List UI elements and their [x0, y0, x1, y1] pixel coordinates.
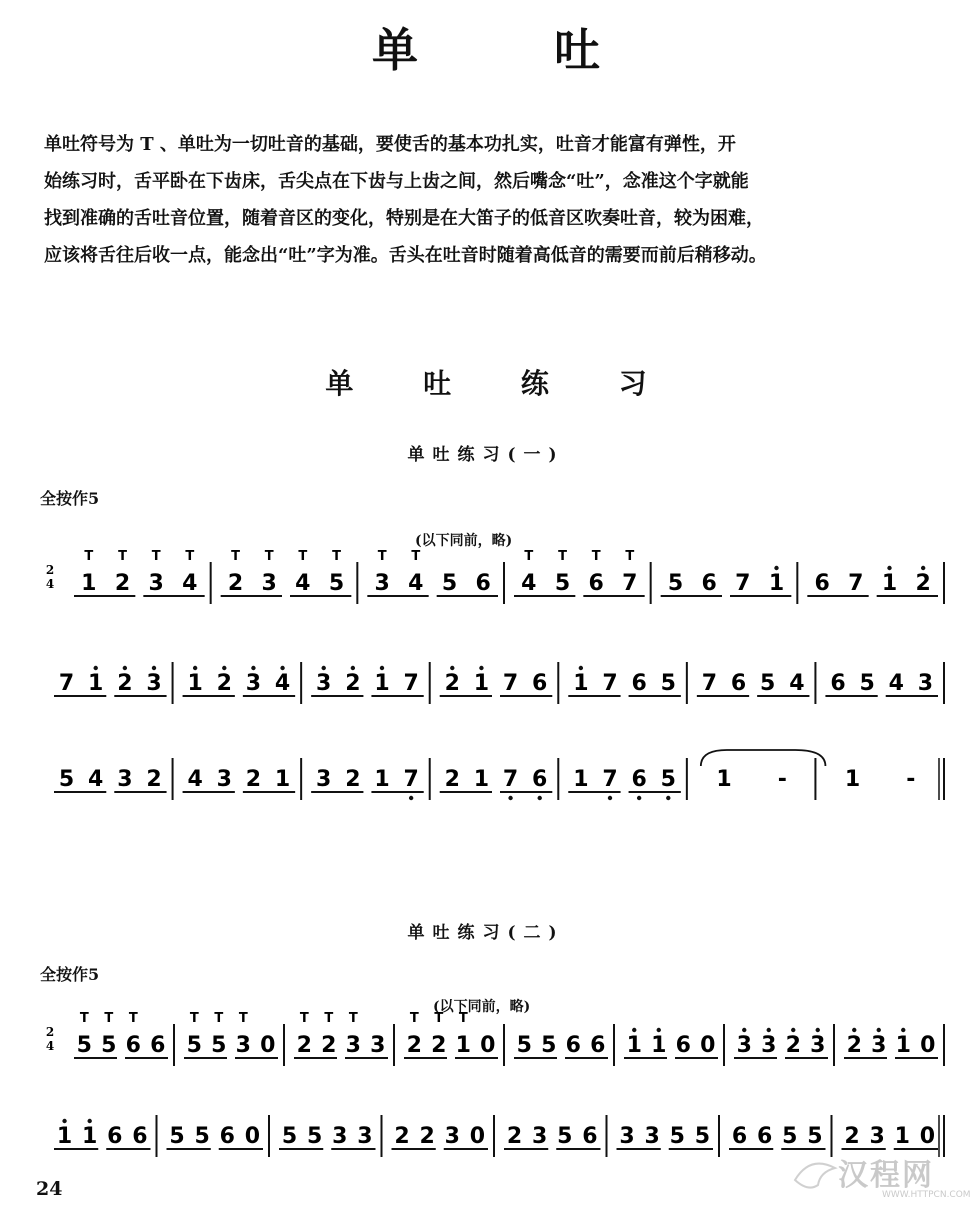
high-octave-dot	[921, 566, 925, 570]
note: 5	[694, 1124, 711, 1149]
note: 6	[588, 571, 604, 596]
note: 3	[316, 671, 332, 696]
note: 2	[915, 571, 931, 596]
note: 2	[846, 1033, 862, 1058]
note: 5	[541, 1033, 557, 1058]
note: 1	[626, 1033, 642, 1058]
note: 2	[227, 571, 244, 596]
tongue-mark: T	[238, 1011, 248, 1026]
note: 6	[125, 1033, 141, 1058]
note: 3	[216, 767, 232, 792]
note: 4	[88, 767, 104, 792]
note: 0	[480, 1033, 496, 1058]
high-octave-dot	[280, 666, 284, 670]
note: 6	[565, 1033, 581, 1058]
note: 3	[736, 1033, 752, 1058]
note: 4	[521, 571, 537, 596]
note: 5	[557, 1124, 573, 1149]
note: 5	[660, 671, 676, 696]
watermark-text: 汉程网	[838, 1158, 934, 1193]
note: 4	[888, 671, 904, 696]
note: 7	[403, 671, 419, 696]
tongue-mark: T	[214, 1011, 224, 1026]
high-octave-dot	[351, 666, 355, 670]
high-octave-dot	[87, 1119, 91, 1123]
note: 5	[211, 1033, 227, 1058]
note: 5	[859, 671, 875, 696]
note: 5	[807, 1124, 823, 1149]
note: 1	[374, 767, 390, 792]
high-octave-dot	[450, 666, 454, 670]
note: 0	[919, 1124, 936, 1149]
high-octave-dot	[767, 1028, 771, 1032]
high-octave-dot	[657, 1028, 661, 1032]
note: -	[777, 767, 787, 792]
tongue-mark: T	[434, 1011, 444, 1026]
note: 4	[295, 571, 311, 596]
tongue-mark: T	[332, 549, 341, 564]
note: 4	[274, 671, 291, 696]
note: 6	[582, 1124, 598, 1149]
page-number: 24	[36, 1178, 63, 1200]
note: 1	[274, 767, 291, 792]
note: 5	[101, 1033, 117, 1058]
note: 1	[473, 671, 490, 696]
watermark-logo	[790, 1150, 971, 1206]
note: 6	[475, 571, 491, 596]
note: 2	[345, 767, 361, 792]
note: 7	[735, 571, 751, 596]
note: 2	[216, 671, 232, 696]
note: 6	[631, 767, 647, 792]
tongue-mark: T	[324, 1011, 334, 1026]
low-octave-dot	[637, 796, 641, 800]
note: 2	[296, 1033, 312, 1058]
high-octave-dot	[94, 666, 98, 670]
note: 2	[419, 1124, 435, 1149]
note: 5	[669, 1124, 685, 1149]
note: 1	[455, 1033, 471, 1058]
low-octave-dot	[409, 796, 413, 800]
note: 6	[150, 1033, 166, 1058]
page-title: 单 吐	[371, 23, 660, 77]
note: 5	[667, 571, 684, 596]
note: 6	[814, 571, 830, 596]
note: 1	[768, 571, 785, 596]
note: 5	[169, 1124, 185, 1149]
note: 1	[473, 767, 490, 792]
note: 3	[316, 767, 332, 792]
note: 0	[469, 1124, 486, 1149]
note: 3	[374, 571, 390, 596]
note: 6	[631, 671, 647, 696]
intro-line: 找到准确的舌吐音位置，随着音区的变化，特别是在大笛子的低音区吹奏吐音，较为困难，	[44, 208, 764, 229]
high-octave-dot	[632, 1028, 636, 1032]
note: 2	[431, 1033, 447, 1058]
note: 1	[895, 1033, 911, 1058]
time-signature-bottom: 4	[45, 1039, 55, 1053]
note: 7	[848, 571, 864, 596]
note: 5	[660, 767, 676, 792]
note: 6	[532, 767, 548, 792]
high-octave-dot	[193, 666, 197, 670]
note: 0	[260, 1033, 276, 1058]
high-octave-dot	[579, 666, 583, 670]
tongue-mark: T	[298, 549, 308, 564]
time-signature-top: 2	[45, 563, 55, 577]
note: -	[906, 767, 916, 792]
note: 6	[675, 1033, 691, 1058]
note: 7	[602, 671, 618, 696]
note: 5	[760, 671, 776, 696]
note: 5	[516, 1033, 532, 1058]
note: 5	[76, 1033, 92, 1058]
note: 6	[730, 671, 747, 696]
tongue-mark: T	[591, 549, 601, 564]
note: 1	[573, 767, 589, 792]
low-octave-dot	[608, 796, 612, 800]
tongue-mark: T	[104, 1011, 114, 1026]
note: 3	[871, 1033, 887, 1058]
time-signature-top: 2	[45, 1025, 55, 1039]
note: 2	[117, 671, 133, 696]
note: 6	[830, 671, 846, 696]
note: 2	[345, 671, 361, 696]
high-octave-dot	[791, 1028, 795, 1032]
note: 1	[573, 671, 589, 696]
note: 7	[502, 671, 519, 696]
note: 4	[182, 571, 198, 596]
note: 2	[245, 767, 262, 792]
high-octave-dot	[62, 1119, 66, 1123]
note: 1	[374, 671, 390, 696]
low-octave-dot	[508, 796, 512, 800]
note: 6	[757, 1124, 773, 1149]
note: 7	[58, 671, 75, 696]
high-octave-dot	[152, 666, 156, 670]
note: 4	[789, 671, 805, 696]
note: 3	[345, 1033, 361, 1058]
note: 2	[844, 1124, 860, 1149]
note: 5	[186, 1033, 202, 1058]
tongue-mark: T	[558, 549, 567, 564]
tongue-mark: T	[625, 549, 635, 564]
note: 5	[328, 571, 345, 596]
note: 1	[894, 1124, 910, 1149]
tongue-mark: T	[264, 549, 274, 564]
note: 3	[245, 671, 262, 696]
note: 2	[444, 767, 460, 792]
note: 7	[701, 671, 718, 696]
note: 3	[332, 1124, 348, 1149]
tongue-mark: T	[377, 549, 387, 564]
tongue-mark: T	[151, 549, 161, 564]
tie-arc	[701, 750, 826, 766]
note: 7	[602, 767, 618, 792]
high-octave-dot	[901, 1028, 905, 1032]
tongue-mark: T	[185, 549, 195, 564]
tongue-mark: T	[409, 1011, 419, 1026]
note: 7	[403, 767, 419, 792]
note: 3	[810, 1033, 826, 1058]
note: 1	[82, 1124, 98, 1149]
high-octave-dot	[877, 1028, 881, 1032]
note: 5	[58, 767, 75, 792]
high-octave-dot	[222, 666, 226, 670]
note: 7	[502, 767, 519, 792]
note: 1	[651, 1033, 667, 1058]
intro-line: 单吐符号为 T 、单吐为一切吐音的基础，要使舌的基本功扎实，吐音才能富有弹性，开	[44, 134, 736, 155]
note: 3	[532, 1124, 548, 1149]
note: 3	[117, 767, 133, 792]
note: 3	[761, 1033, 777, 1058]
note: 3	[869, 1124, 885, 1149]
note: 3	[370, 1033, 386, 1058]
note: 1	[844, 767, 861, 792]
note: 3	[444, 1124, 460, 1149]
tongue-mark: T	[231, 549, 240, 564]
high-octave-dot	[774, 566, 778, 570]
note: 2	[321, 1033, 337, 1058]
note: 3	[146, 671, 162, 696]
note: 3	[261, 571, 277, 596]
tongue-mark: T	[411, 549, 421, 564]
note: 6	[107, 1124, 123, 1149]
note: 3	[644, 1124, 660, 1149]
intro-line: 应该将舌往后收一点，能念出“吐”字为准。舌头在吐音时随着高低音的需要而前后稍移动。	[44, 245, 767, 266]
note: 3	[917, 671, 934, 696]
note: 2	[114, 571, 131, 596]
note: 3	[148, 571, 164, 596]
high-octave-dot	[887, 566, 891, 570]
note: 5	[281, 1124, 298, 1149]
high-octave-dot	[322, 666, 326, 670]
note: 5	[307, 1124, 323, 1149]
note: 6	[701, 571, 717, 596]
note: 1	[716, 767, 732, 792]
note: 3	[357, 1124, 373, 1149]
exercise-1-title: 单吐练习(一)	[407, 445, 565, 465]
exercise-1-fingering: 全按作5	[40, 489, 100, 508]
tongue-mark: T	[118, 549, 127, 564]
tongue-mark: T	[348, 1011, 358, 1026]
high-octave-dot	[123, 666, 127, 670]
note: 1	[187, 671, 203, 696]
note: 6	[731, 1124, 748, 1149]
note: 3	[235, 1033, 251, 1058]
tongue-mark: T	[84, 549, 94, 564]
note: 6	[132, 1124, 148, 1149]
note: 1	[81, 571, 97, 596]
high-octave-dot	[742, 1028, 746, 1032]
note: 5	[782, 1124, 798, 1149]
note: 2	[506, 1124, 523, 1149]
exercise-1-note: (以下同前，略)	[415, 533, 513, 549]
exercise-2-note: (以下同前，略)	[433, 999, 531, 1015]
time-signature-bottom: 4	[45, 577, 55, 591]
note: 1	[56, 1124, 73, 1149]
low-octave-dot	[666, 796, 670, 800]
exercise-2-title: 单吐练习(二)	[407, 923, 565, 943]
high-octave-dot	[251, 666, 255, 670]
bird-icon	[790, 1150, 840, 1200]
note: 5	[194, 1124, 210, 1149]
note: 0	[700, 1033, 716, 1058]
low-octave-dot	[538, 796, 542, 800]
note: 4	[187, 767, 203, 792]
note: 3	[619, 1124, 635, 1149]
note: 1	[881, 571, 898, 596]
tongue-mark: T	[189, 1011, 199, 1026]
high-octave-dot	[380, 666, 384, 670]
note: 6	[532, 671, 548, 696]
watermark-url: WWW.HTTPCN.COM	[882, 1190, 971, 1200]
note: 0	[244, 1124, 261, 1149]
note: 5	[554, 571, 571, 596]
note: 6	[590, 1033, 606, 1058]
tongue-mark: T	[299, 1011, 309, 1026]
note: 1	[88, 671, 104, 696]
note: 2	[394, 1124, 410, 1149]
intro-line: 始练习时，舌平卧在下齿床，舌尖点在下齿与上齿之间，然后嘴念“吐”，念准这个字就能	[44, 171, 749, 192]
note: 5	[441, 571, 458, 596]
note: 7	[622, 571, 638, 596]
note: 2	[146, 767, 162, 792]
note: 6	[219, 1124, 235, 1149]
high-octave-dot	[479, 666, 483, 670]
section-title: 单 吐 练 习	[325, 367, 677, 400]
note: 2	[444, 671, 460, 696]
high-octave-dot	[852, 1028, 856, 1032]
note: 2	[406, 1033, 422, 1058]
note: 0	[920, 1033, 936, 1058]
tongue-mark: T	[128, 1011, 138, 1026]
exercise-2-fingering: 全按作5	[40, 965, 100, 984]
tongue-mark: T	[79, 1011, 89, 1026]
note: 4	[408, 571, 424, 596]
high-octave-dot	[816, 1028, 820, 1032]
note: 2	[785, 1033, 801, 1058]
tongue-mark: T	[524, 549, 534, 564]
tongue-mark: T	[458, 1011, 468, 1026]
